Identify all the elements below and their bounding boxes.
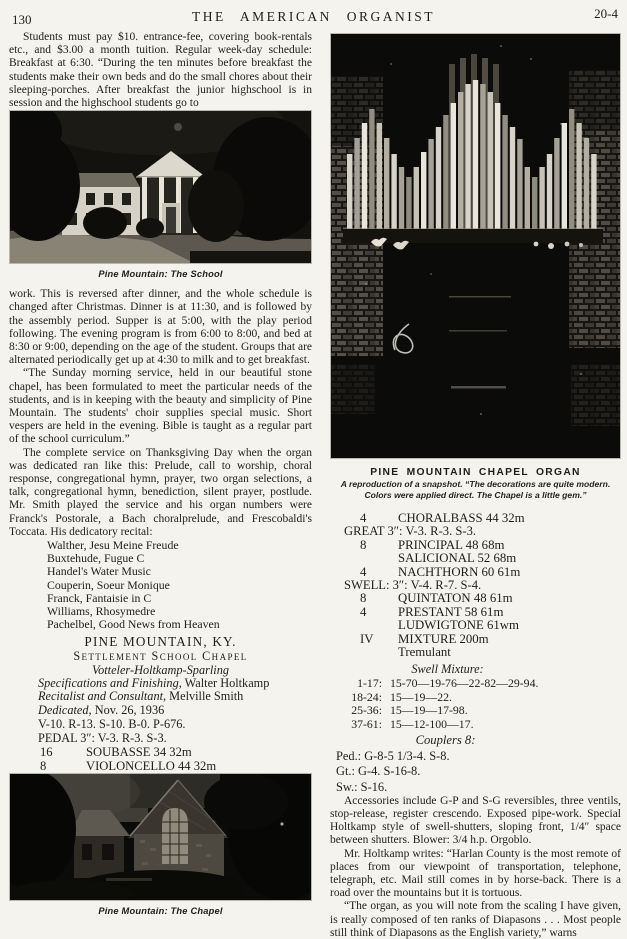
recital-item: Buxtehude, Fugue C	[47, 551, 145, 566]
heading-chapel: Settlement School Chapel	[73, 648, 248, 663]
stop-name: VIOLONCELLO 44 32m	[86, 759, 217, 774]
credit-label: Dedicated,	[38, 703, 92, 718]
resources-line: V-10. R-13. S-10. B-0. P-676.	[38, 716, 186, 731]
mixture-composition: 15—12-100—17.	[390, 716, 474, 731]
stop-name: QUINTATON 48 61m	[398, 591, 513, 606]
stop-name: NACHTHORN 60 61m	[398, 564, 521, 579]
left-column	[9, 31, 312, 925]
mixture-row	[342, 677, 621, 690]
recital-item: Couperin, Soeur Monique	[47, 577, 170, 592]
mixture-range: 18-24:	[351, 689, 382, 704]
recital-item: Franck, Fantaisie in C	[47, 590, 152, 605]
credit-value: Nov. 26, 1936	[94, 703, 165, 718]
recital-item: Pachelbel, Good News from Heaven	[47, 617, 220, 632]
stop-name: Tremulant	[398, 645, 451, 660]
stop-pitch: 4	[360, 564, 367, 579]
stop-pitch	[344, 646, 398, 659]
stop-row	[344, 646, 621, 659]
masthead	[0, 6, 627, 28]
credit-label: Specifications and Finishing,	[38, 675, 182, 690]
journal-title: THE AMERICAN ORGANIST	[191, 9, 435, 24]
stop-pitch: 8	[360, 591, 367, 606]
mixture-row	[342, 704, 621, 717]
stop-name: PRINCIPAL 48 68m	[398, 537, 505, 552]
stop-row	[344, 619, 621, 632]
organ-credits	[38, 677, 312, 774]
stop-row	[38, 745, 312, 759]
stop-name: SOUBASSE 34 32m	[86, 745, 192, 760]
organ-photo-subcaption: Colors were applied direct. The Chapel is a little gem.”	[364, 489, 587, 500]
mixture-row	[342, 718, 621, 731]
stop-row	[344, 552, 621, 565]
photo-chapel	[9, 773, 312, 901]
stop-pitch: 16	[40, 745, 53, 760]
stop-pitch: 4	[360, 604, 367, 619]
stop-row	[344, 512, 621, 525]
coupler-line: Sw.: S-16.	[336, 779, 388, 794]
stop-pitch	[344, 552, 398, 565]
chapel-photo-art	[10, 774, 311, 900]
mixture-range: 25-36:	[351, 703, 382, 718]
stop-row	[344, 633, 621, 646]
stop-row	[344, 566, 621, 579]
couplers-heading: Couplers 8:	[415, 733, 476, 748]
paragraph-thanksgiving: The complete service on Thanksgiving Day when the organ was dedicated ran like this: Prelude, call to worship, choral response, congregational hymn, prayer, two organ selections, a talk, congregational hymn, benediction, silent prayer, postlude. Mr. Smith played the service and his organ numbers were Franck's Postorale, a Bach choralprelude, and Frescobaldi's Toccata. His dedicatory recital:	[9, 446, 312, 538]
coupler-line: Gt.: G-4. S-16-8.	[336, 764, 421, 779]
heading-builder: Votteler-Holtkamp-Sparling	[91, 662, 230, 677]
mixture-row	[342, 691, 621, 704]
coupler-line: Ped.: G-8-5 1/3-4. S-8.	[336, 749, 450, 764]
pedal-division-heading: PEDAL 3″: V-3. R-3. S-3.	[38, 730, 167, 745]
recital-list	[47, 539, 312, 631]
stop-row	[344, 539, 621, 552]
stop-name: MIXTURE 200m	[398, 631, 489, 646]
paragraph-schedule: work. This is reversed after dinner, and the whole schedule is changed after Christmas. Dinner is at 11:30, and is followed by the assembly period. Supper is at 5:00, with the play period following. The evening program is from 6:00 to 8:00, and bed at 8:30 or 9:00, depending on the age of the student. Groups that are alternated periodically get up at 4:30 to milk and to get breakfast.	[9, 288, 312, 367]
division-heading: SWELL: 3″: V-4. R-7. S-4.	[344, 578, 482, 593]
credit-line	[38, 704, 312, 718]
recital-item: Williams, Rhosymedre	[47, 604, 156, 619]
photo-school	[9, 110, 312, 264]
issue-number: 20-4	[594, 6, 618, 21]
stop-pitch	[344, 619, 398, 632]
organ-photo-title: PINE MOUNTAIN CHAPEL ORGAN	[370, 467, 581, 478]
stop-row	[344, 606, 621, 619]
stop-name: CHORALBASS 44 32m	[398, 511, 525, 525]
organ-photo-art	[331, 34, 620, 458]
mixture-composition: 15-70—19-76—22-82—29-94.	[390, 676, 539, 691]
photo-chapel-caption: Pine Mountain: The Chapel	[98, 906, 223, 917]
stop-name: LUDWIGTONE 61wm	[398, 618, 519, 633]
stop-pitch: 4	[360, 511, 367, 525]
swell-mixture-heading: Swell Mixture:	[411, 662, 484, 677]
stop-name: SALICIONAL 52 68m	[398, 551, 517, 566]
right-column	[330, 33, 621, 939]
paragraph-tuition: Students must pay $10. entrance-fee, covering book-rentals etc., and $3.00 a month tuition. Regular week-day schedule: Breakfast at 6:30. “During the ten minutes before breakfast the students make their own beds and do the small chores about their sleeping-porches. After breakfast the junior highschool is in session and the highschool students go to	[9, 31, 312, 110]
photo-school-caption: Pine Mountain: The School	[98, 269, 223, 280]
credit-label: Recitalist and Consultant,	[38, 689, 167, 704]
mixture-range: 37-61:	[351, 716, 382, 731]
organ-photo-subcaption: A reproduction of a snapshot. “The decorations are quite modern.	[340, 479, 611, 489]
credit-value: Walter Holtkamp	[184, 675, 270, 690]
paragraph-holtkamp-scaling: “The organ, as you will note from the scaling I have given, is really composed of ten ranks of Diapasons . . . Most people still think of Diapasons as the English variety,” warns	[330, 900, 621, 939]
recital-item: Handel's Water Music	[47, 564, 151, 579]
stop-row	[38, 759, 312, 773]
heading-place: PINE MOUNTAIN, KY.	[84, 633, 237, 649]
school-photo-art	[10, 111, 311, 263]
stop-pitch: 8	[360, 537, 367, 552]
recital-item: Walther, Jesu Meine Freude	[47, 538, 179, 553]
stop-pitch: 8	[40, 759, 47, 774]
credit-value: Melville Smith	[169, 689, 244, 704]
stop-row	[344, 592, 621, 605]
photo-organ	[330, 33, 621, 459]
credit-line	[38, 677, 312, 691]
mixture-composition: 15—19—22.	[390, 689, 452, 704]
paragraph-sunday-service: “The Sunday morning service, held in our beautiful stone chapel, has been formulated to meet the particular needs of the students, and is in keeping with the beauty and simplicity of Pine Mountain. The students' choir supplies special music. Short vespers are held in the evening. Bible is taught as a regular part of the school curriculum.”	[9, 367, 312, 446]
stop-list	[344, 512, 621, 659]
mixture-range: 1-17:	[357, 676, 382, 691]
paragraph-accessories: Accessories include G-P and S-G reversibles, three ventils, stop-release, register crescendo. Exposed pipe-work. Special Holtkamp style of swell-shutters, sloping front, 1/4″ space between shutters. Blower: 3/4 h.p. Orgoblo.	[330, 794, 621, 847]
page-number: 130	[12, 12, 32, 27]
paragraph-holtkamp-remote: Mr. Holtkamp writes: “Harlan County is the most remote of places from our viewpoint of transportation, telephone, telegraph, etc. Mail still comes in by horse-back. There is a road over the mountains but it is tortuous.	[330, 847, 621, 900]
mixture-composition: 15—19—17-98.	[390, 703, 468, 718]
swell-mixture-table	[342, 677, 621, 731]
credit-line	[38, 690, 312, 704]
stop-name: PRESTANT 58 61m	[398, 604, 504, 619]
division-heading: GREAT 3″: V-3. R-3. S-3.	[344, 524, 477, 539]
couplers-list	[336, 749, 621, 795]
stop-pitch: IV	[360, 631, 374, 646]
